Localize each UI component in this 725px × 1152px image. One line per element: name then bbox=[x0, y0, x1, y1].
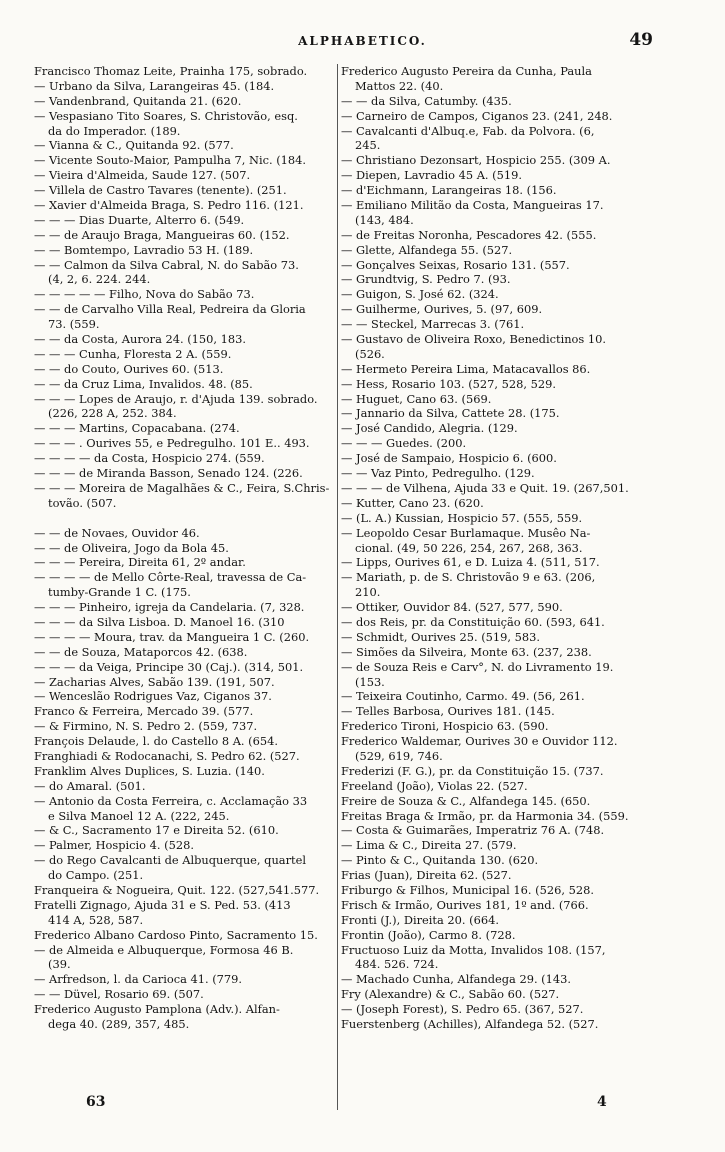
directory-line: Frederico Albano Cardoso Pinto, Sacramento 15. bbox=[34, 927, 318, 942]
directory-line: — Jannario da Silva, Cattete 28. (175. bbox=[341, 406, 560, 421]
directory-line: (226, 228 A, 252. 384. bbox=[48, 406, 177, 421]
directory-line: Frederico Waldemar, Ourives 30 e Ouvidor 112. bbox=[341, 734, 618, 749]
directory-line: Frederico Augusto Pereira da Cunha, Paula bbox=[341, 64, 592, 78]
directory-line: — Machado Cunha, Alfandega 29. (143. bbox=[341, 972, 571, 987]
directory-line: — Leopoldo Cesar Burlamaque. Musêo Na- bbox=[341, 525, 591, 540]
directory-line: (4, 2, 6. 224. 244. bbox=[48, 272, 151, 287]
directory-line: — Vespasiano Tito Soares, S. Christovão, esq. bbox=[34, 108, 298, 123]
directory-line: (153. bbox=[355, 674, 385, 689]
directory-line: — — de Novaes, Ouvidor 46. bbox=[34, 525, 200, 540]
directory-line: — — da Cruz Lima, Invalidos. 48. (85. bbox=[34, 376, 253, 391]
directory-line: 210. bbox=[355, 585, 381, 600]
directory-line: — José Candido, Alegria. (129. bbox=[341, 421, 518, 436]
directory-line: Francisco Thomaz Leite, Prainha 175, sobrado. bbox=[34, 64, 308, 78]
directory-line: — Grundtvig, S. Pedro 7. (93. bbox=[341, 272, 511, 287]
directory-line: Franklim Alves Duplices, S. Luzia. (140. bbox=[34, 763, 265, 778]
directory-line: Frederizi (F. G.), pr. da Constituição 15. (737. bbox=[341, 763, 604, 778]
directory-line: — José de Sampaio, Hospicio 6. (600. bbox=[341, 451, 557, 466]
directory-line: — — — de Miranda Basson, Senado 124. (226. bbox=[34, 466, 303, 481]
directory-line: — Arfredson, l. da Carioca 41. (779. bbox=[34, 972, 243, 987]
directory-line: — Huguet, Cano 63. (569. bbox=[341, 391, 492, 406]
directory-line: — — — Dias Duarte, Alterro 6. (549. bbox=[34, 212, 245, 227]
directory-line: — d'Eichmann, Larangeiras 18. (156. bbox=[341, 183, 557, 198]
directory-line: tovão. (507. bbox=[48, 495, 117, 510]
directory-line: — Costa & Guimarães, Imperatriz 76 A. (748. bbox=[341, 823, 605, 838]
directory-line: Freitas Braga & Irmão, pr. da Harmonia 34. (559. bbox=[341, 808, 629, 823]
directory-line: — Diepen, Lavradio 45 A. (519. bbox=[341, 168, 522, 183]
directory-line: — Gonçalves Seixas, Rosario 131. (557. bbox=[341, 257, 570, 272]
directory-line: — — — — — Filho, Nova do Sabão 73. bbox=[34, 287, 255, 302]
right-column bbox=[341, 64, 684, 1032]
directory-line: — Urbano da Silva, Larangeiras 45. (184. bbox=[34, 78, 275, 93]
directory-line: — & C., Sacramento 17 e Direita 52. (610. bbox=[34, 823, 279, 838]
directory-line: Frederico Tironi, Hospicio 63. (590. bbox=[341, 719, 549, 734]
directory-line: — & Firmino, N. S. Pedro 2. (559, 737. bbox=[34, 719, 258, 734]
directory-line: — Cavalcanti d'Albuq.e, Fab. da Polvora. (6, bbox=[341, 123, 595, 138]
directory-line: (529, 619, 746. bbox=[355, 748, 443, 763]
directory-line: — dos Reis, pr. da Constituição 60. (593, 641. bbox=[341, 614, 605, 629]
page-header bbox=[0, 30, 725, 50]
directory-line: — Lima & C., Direita 27. (579. bbox=[341, 838, 517, 853]
directory-line: — Xavier d'Almeida Braga, S. Pedro 116. (121. bbox=[34, 198, 304, 213]
directory-line: — Zacharias Alves, Sabão 139. (191, 507. bbox=[34, 674, 275, 689]
directory-line: — — — — de Mello Côrte-Real, travessa de Ca- bbox=[34, 570, 307, 585]
directory-line: da do Imperador. (189. bbox=[48, 123, 181, 138]
signature-mark-right: 4 bbox=[597, 1094, 607, 1110]
directory-line: Freire de Souza & C., Alfandega 145. (650. bbox=[341, 793, 591, 808]
directory-line: — do Amaral. (501. bbox=[34, 778, 146, 793]
directory-line: — — — da Veiga, Principe 30 (Caj.). (314, 501. bbox=[34, 659, 304, 674]
directory-line: — — — Pereira, Direita 61, 2º andar. bbox=[34, 555, 246, 570]
directory-line: — — de Oliveira, Jogo da Bola 45. bbox=[34, 540, 229, 555]
directory-line: Fronti (J.), Direita 20. (664. bbox=[341, 912, 499, 927]
directory-line: — (L. A.) Kussian, Hospicio 57. (555, 559. bbox=[341, 510, 583, 525]
directory-line: Fry (Alexandre) & C., Sabão 60. (527. bbox=[341, 987, 560, 1002]
directory-line: 73. (559. bbox=[48, 317, 100, 332]
directory-line: — — — Moreira de Magalhães & C., Feira, S.Chris- bbox=[34, 480, 330, 495]
directory-line: — — Bomtempo, Lavradio 53 H. (189. bbox=[34, 242, 254, 257]
directory-line: François Delaude, l. do Castello 8 A. (654. bbox=[34, 734, 278, 749]
directory-line: — Guilherme, Ourives, 5. (97, 609. bbox=[341, 302, 543, 317]
directory-line: do Campo. (251. bbox=[48, 868, 144, 883]
directory-line: — — da Costa, Aurora 24. (150, 183. bbox=[34, 332, 247, 347]
directory-line: Fuerstenberg (Achilles), Alfandega 52. (527. bbox=[341, 1017, 599, 1031]
directory-line: — Wenceslão Rodrigues Vaz, Ciganos 37. bbox=[34, 689, 272, 704]
directory-line: — Antonio da Costa Ferreira, c. Acclamação 33 bbox=[34, 793, 308, 808]
directory-line: — Hermeto Pereira Lima, Matacavallos 86. bbox=[341, 361, 591, 376]
directory-line: (526. bbox=[355, 346, 385, 361]
directory-line: — — — Cunha, Floresta 2 A. (559. bbox=[34, 346, 232, 361]
directory-line: — Pinto & C., Quitanda 130. (620. bbox=[341, 853, 539, 868]
directory-line: tumby-Grande 1 C. (175. bbox=[48, 585, 191, 600]
directory-line: — — do Couto, Ourives 60. (513. bbox=[34, 361, 224, 376]
directory-line bbox=[34, 511, 336, 526]
directory-line: — Teixeira Coutinho, Carmo. 49. (56, 261. bbox=[341, 689, 585, 704]
directory-line: — Gustavo de Oliveira Roxo, Benedictinos 10. bbox=[341, 332, 606, 347]
directory-line: cional. (49, 50 226, 254, 267, 268, 363. bbox=[355, 540, 583, 555]
directory-line: Fratelli Zignago, Ajuda 31 e S. Ped. 53. (413 bbox=[34, 897, 291, 912]
directory-line: — — — — da Costa, Hospicio 274. (559. bbox=[34, 451, 265, 466]
directory-line: Franqueira & Nogueira, Quit. 122. (527,541.577. bbox=[34, 882, 320, 897]
directory-line: — de Almeida e Albuquerque, Formosa 46 B. bbox=[34, 942, 294, 957]
directory-line: (39. bbox=[48, 957, 71, 972]
directory-line: Mattos 22. (40. bbox=[355, 78, 444, 93]
directory-line: Frias (Juan), Direita 62. (527. bbox=[341, 868, 512, 883]
directory-line: (143, 484. bbox=[355, 212, 414, 227]
directory-line: — — — . Ourives 55, e Pedregulho. 101 E.. 493. bbox=[34, 436, 310, 451]
directory-line: — — — Lopes de Araujo, r. d'Ajuda 139. sobrado. bbox=[34, 391, 318, 406]
directory-line: — Schmidt, Ourives 25. (519, 583. bbox=[341, 629, 541, 644]
directory-line: — — — Guedes. (200. bbox=[341, 436, 467, 451]
directory-line: — Vicente Souto-Maior, Pampulha 7, Nic. (184. bbox=[34, 153, 307, 168]
directory-line: dega 40. (289, 357, 485. bbox=[48, 1017, 190, 1031]
directory-line: — — de Carvalho Villa Real, Pedreira da Gloria bbox=[34, 302, 306, 317]
directory-line: — — Calmon da Silva Cabral, N. do Sabão 73. bbox=[34, 257, 299, 272]
directory-line: Frontin (João), Carmo 8. (728. bbox=[341, 927, 516, 942]
directory-line: — Christiano Dezonsart, Hospicio 255. (309 A. bbox=[341, 153, 611, 168]
column-divider bbox=[337, 64, 338, 1110]
directory-line: — — de Souza, Mataporcos 42. (638. bbox=[34, 644, 248, 659]
directory-line: Frisch & Irmão, Ourives 181, 1º and. (766. bbox=[341, 897, 589, 912]
directory-line: — do Rego Cavalcanti de Albuquerque, quartel bbox=[34, 853, 306, 868]
directory-line: 414 A, 528, 587. bbox=[48, 912, 144, 927]
directory-line: Friburgo & Filhos, Municipal 16. (526, 528. bbox=[341, 882, 594, 897]
directory-line: — Villela de Castro Tavares (tenente). (251. bbox=[34, 183, 287, 198]
directory-line: — — — Martins, Copacabana. (274. bbox=[34, 421, 240, 436]
page-number: 49 bbox=[629, 30, 653, 50]
directory-line: — Kutter, Cano 23. (620. bbox=[341, 495, 484, 510]
directory-line: — Telles Barbosa, Ourives 181. (145. bbox=[341, 704, 555, 719]
directory-line: Franco & Ferreira, Mercado 39. (577. bbox=[34, 704, 254, 719]
directory-line: — Vieira d'Almeida, Saude 127. (507. bbox=[34, 168, 251, 183]
directory-line: — Vandenbrand, Quitanda 21. (620. bbox=[34, 93, 242, 108]
directory-line: — — — de Vilhena, Ajuda 33 e Quit. 19. (267,501. bbox=[341, 480, 629, 495]
directory-line: — Glette, Alfandega 55. (527. bbox=[341, 242, 513, 257]
directory-line: — — — da Silva Lisboa. D. Manoel 16. (310 bbox=[34, 614, 285, 629]
directory-line: Franghiadi & Rodocanachi, S. Pedro 62. (527. bbox=[34, 748, 300, 763]
directory-line: — Palmer, Hospicio 4. (528. bbox=[34, 838, 194, 853]
directory-line: — Guigon, S. José 62. (324. bbox=[341, 287, 499, 302]
directory-line: — de Souza Reis e Carv°, N. do Livramento 19. bbox=[341, 659, 614, 674]
directory-line: — de Freitas Noronha, Pescadores 42. (555. bbox=[341, 227, 597, 242]
directory-line: 245. bbox=[355, 138, 381, 153]
directory-line: — Vianna & C., Quitanda 92. (577. bbox=[34, 138, 234, 153]
directory-line: — Ottiker, Ouvidor 84. (527, 577, 590. bbox=[341, 600, 563, 615]
directory-line: — — Vaz Pinto, Pedregulho. (129. bbox=[341, 466, 535, 481]
directory-line: — Mariath, p. de S. Christovão 9 e 63. (206, bbox=[341, 570, 596, 585]
running-title: ALPHABETICO. bbox=[298, 34, 427, 48]
directory-line: — — — — Moura, trav. da Mangueira 1 C. (260. bbox=[34, 629, 310, 644]
directory-line: — Simões da Silveira, Monte 63. (237, 238. bbox=[341, 644, 592, 659]
signature-mark-left: 63 bbox=[86, 1094, 106, 1110]
directory-line: — Carneiro de Campos, Ciganos 23. (241, 248. bbox=[341, 108, 613, 123]
directory-line: Frederico Augusto Pamplona (Adv.). Alfan- bbox=[34, 1002, 280, 1017]
directory-line: — Hess, Rosario 103. (527, 528, 529. bbox=[341, 376, 557, 391]
directory-line: — — Steckel, Marrecas 3. (761. bbox=[341, 317, 525, 332]
directory-line: — — de Araujo Braga, Mangueiras 60. (152. bbox=[34, 227, 290, 242]
directory-line: e Silva Manoel 12 A. (222, 245. bbox=[48, 808, 230, 823]
directory-line: Freeland (João), Violas 22. (527. bbox=[341, 778, 528, 793]
directory-line: — Emiliano Militão da Costa, Mangueiras 17. bbox=[341, 198, 604, 213]
directory-line: — Lipps, Ourives 61, e D. Luiza 4. (511, 517. bbox=[341, 555, 600, 570]
left-column bbox=[34, 64, 336, 1032]
directory-line: — — Düvel, Rosario 69. (507. bbox=[34, 987, 204, 1002]
directory-line: Fructuoso Luiz da Motta, Invalidos 108. (157, bbox=[341, 942, 606, 957]
directory-line: — (Joseph Forest), S. Pedro 65. (367, 527. bbox=[341, 1002, 584, 1017]
directory-line: — — — Pinheiro, igreja da Candelaria. (7, 328. bbox=[34, 600, 305, 615]
directory-line: — — da Silva, Catumby. (435. bbox=[341, 93, 512, 108]
directory-line: 484. 526. 724. bbox=[355, 957, 439, 972]
